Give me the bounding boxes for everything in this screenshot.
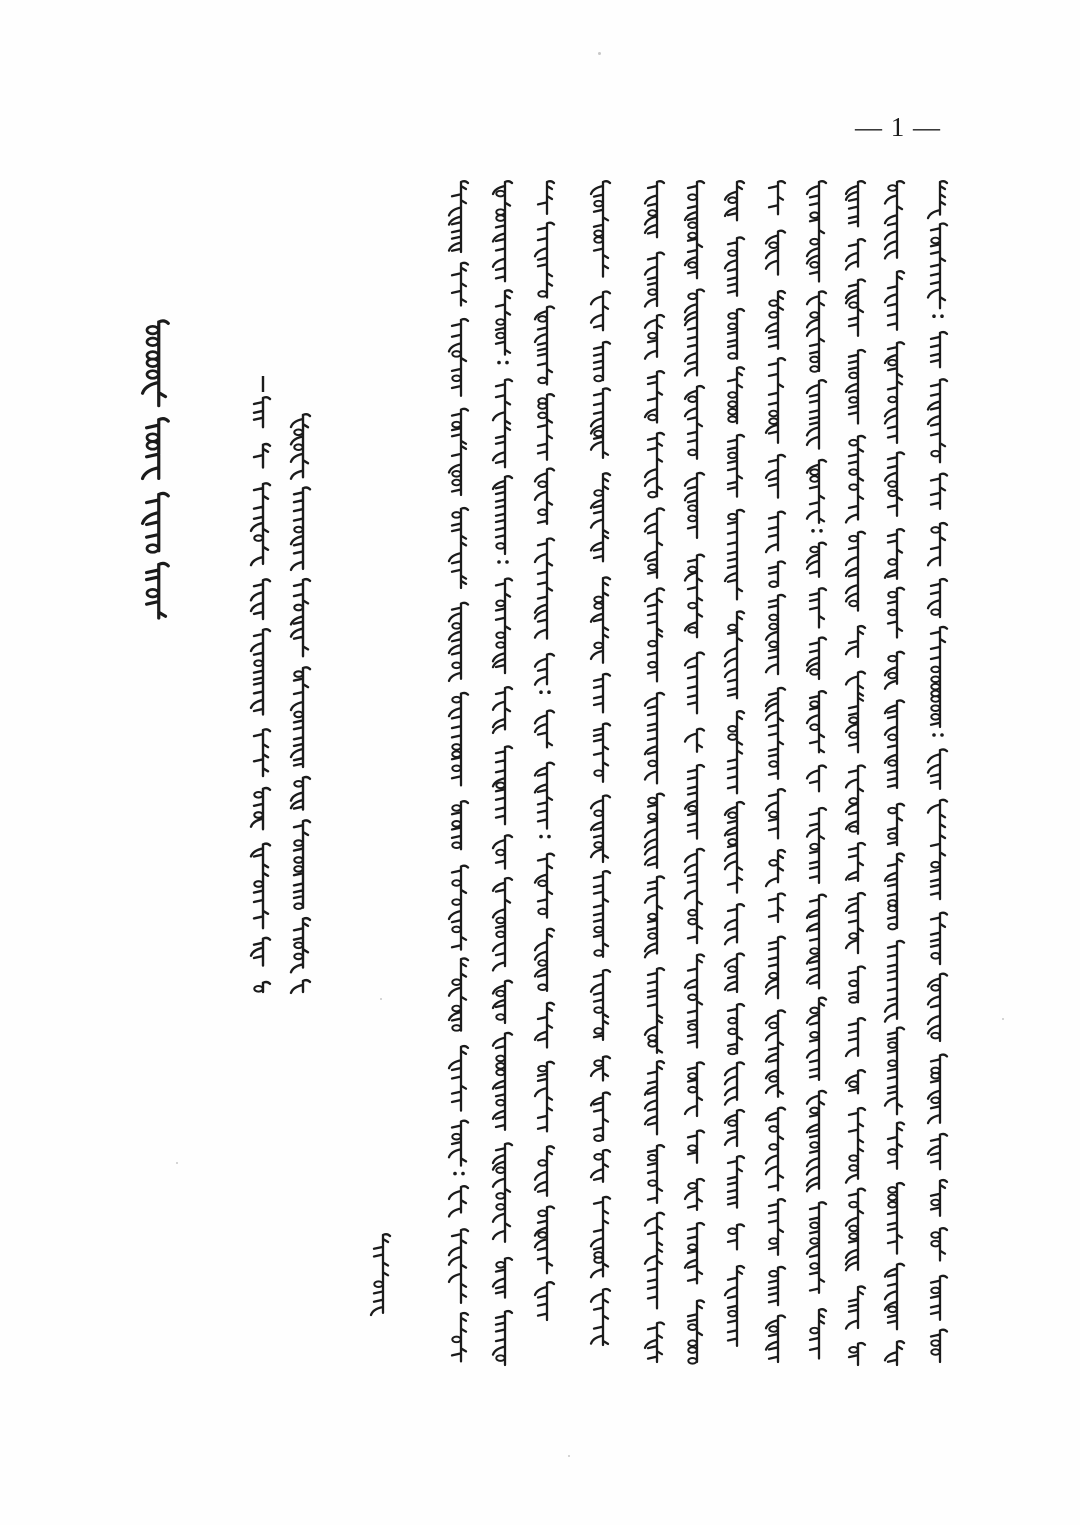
- script-word: [807, 460, 826, 523]
- script-word: [846, 436, 865, 523]
- script-word: [535, 223, 554, 298]
- script-word: [449, 1229, 468, 1303]
- script-word: [594, 342, 610, 381]
- script-word: [931, 1228, 947, 1260]
- punctuation-mark: [819, 529, 823, 533]
- script-word: [645, 1061, 664, 1134]
- script-word: [725, 510, 744, 600]
- script-word: [591, 970, 610, 1040]
- script-word: [645, 876, 664, 957]
- script-word: [291, 980, 310, 993]
- punctuation-mark: [505, 361, 509, 365]
- script-word: [769, 1199, 785, 1255]
- script-word: [846, 1070, 865, 1093]
- script-word: [645, 1213, 664, 1309]
- script-word: [449, 508, 468, 588]
- script-word: [645, 181, 664, 237]
- punctuation-mark: [932, 314, 936, 318]
- subtitle-line-1: [251, 376, 270, 992]
- script-word: [449, 1046, 468, 1111]
- script-word: [535, 711, 554, 748]
- script-word: [449, 866, 468, 950]
- script-word: [807, 638, 826, 679]
- body-line-2: [885, 181, 904, 1365]
- script-word: [594, 871, 610, 957]
- script-word: [535, 1207, 554, 1274]
- script-word: [449, 1121, 468, 1166]
- script-word: [766, 688, 785, 779]
- script-word: [251, 938, 270, 966]
- script-word: [769, 1267, 785, 1305]
- script-word: [846, 626, 865, 657]
- body-line-8: [645, 181, 664, 1362]
- script-word: [725, 802, 744, 892]
- script-word: [885, 1341, 904, 1365]
- script-word: [728, 1004, 744, 1054]
- script-word: [535, 763, 554, 829]
- script-word: [885, 342, 904, 443]
- page-number: — 1 —: [855, 112, 941, 142]
- script-word: [493, 579, 512, 673]
- script-word: [685, 1179, 704, 1210]
- script-word: [885, 700, 904, 788]
- body-line-9: [591, 181, 610, 1345]
- scan-speck: [176, 1162, 178, 1164]
- script-word: [493, 1143, 512, 1241]
- script-word: [807, 808, 826, 883]
- punctuation-mark: [453, 1172, 457, 1176]
- script-word: [493, 1311, 512, 1365]
- script-word: [928, 224, 947, 309]
- script-word: [725, 1266, 744, 1346]
- script-word: [766, 1108, 785, 1191]
- script-word: [807, 691, 826, 752]
- script-word: [251, 844, 270, 929]
- punctuation-mark: [547, 690, 551, 694]
- punctuation-mark: [497, 560, 501, 564]
- script-word: [766, 850, 785, 886]
- script-word: [928, 749, 947, 789]
- script-word: [645, 371, 664, 422]
- body-line-13: [371, 1234, 390, 1315]
- script-word: [928, 523, 947, 565]
- script-word: [254, 729, 270, 776]
- script-word: [452, 1313, 468, 1361]
- script-word: [143, 419, 169, 479]
- script-word: [291, 918, 310, 972]
- punctuation-mark: [505, 560, 509, 564]
- script-word: [846, 181, 865, 226]
- script-word: [535, 307, 554, 385]
- punctuation-mark: [461, 1172, 465, 1176]
- script-word: [291, 488, 310, 570]
- script-word: [766, 595, 785, 674]
- script-word: [254, 444, 270, 468]
- body-line-11: [493, 181, 512, 1365]
- script-word: [496, 290, 512, 354]
- script-word: [294, 820, 310, 909]
- script-word: [807, 543, 826, 577]
- script-word: [685, 729, 704, 752]
- script-word: [846, 893, 865, 953]
- script-word: [846, 280, 865, 336]
- script-word: [769, 181, 785, 214]
- script-word: [725, 237, 744, 295]
- script-word: [807, 291, 826, 371]
- script-word: [449, 409, 468, 495]
- body-line-3: [846, 181, 865, 1365]
- script-word: [449, 181, 468, 252]
- script-word: [143, 321, 169, 406]
- script-word: [645, 968, 664, 1053]
- script-word: [807, 1091, 826, 1191]
- script-word: [143, 493, 169, 552]
- script-word: [766, 789, 785, 838]
- script-word: [645, 1323, 664, 1363]
- script-word: [645, 588, 664, 681]
- body-line-12: [449, 181, 468, 1361]
- script-word: [928, 579, 947, 617]
- script-word: [449, 958, 468, 1030]
- script-word: [591, 577, 610, 662]
- script-word: [931, 1276, 947, 1320]
- script-word: [928, 379, 947, 462]
- scan-speck: [568, 1455, 570, 1457]
- script-word: [931, 474, 947, 509]
- script-word: [591, 292, 610, 331]
- script-word: [810, 588, 826, 627]
- script-word: [807, 380, 826, 448]
- script-word: [685, 181, 704, 278]
- punctuation-mark: [940, 314, 944, 318]
- body-line-1: [928, 181, 947, 1362]
- script-word: [766, 455, 785, 498]
- script-word: [645, 433, 664, 498]
- script-word: [888, 1183, 904, 1254]
- script-word: [885, 452, 904, 515]
- script-word: [931, 913, 947, 964]
- script-word: [591, 388, 610, 457]
- script-word: [493, 1258, 512, 1298]
- script-word: [449, 693, 468, 786]
- script-word: [888, 804, 904, 845]
- script-word: [685, 290, 704, 376]
- script-word: [645, 693, 664, 784]
- script-word: [291, 579, 310, 656]
- script-word: [885, 652, 904, 689]
- script-word: [493, 746, 512, 824]
- script-word: [849, 1343, 865, 1365]
- script-word: [591, 473, 610, 561]
- script-word: [846, 1189, 865, 1271]
- script-word: [769, 894, 785, 923]
- script-word: [810, 1309, 826, 1358]
- punctuation-mark: [811, 529, 815, 533]
- script-word: [688, 1131, 704, 1163]
- script-word: [846, 1286, 865, 1328]
- script-word: [685, 386, 704, 459]
- script-word: [846, 672, 865, 753]
- script-word: [885, 941, 904, 1022]
- script-word: [645, 508, 664, 577]
- script-word: [251, 629, 270, 714]
- script-word: [591, 796, 610, 863]
- script-word: [591, 1289, 610, 1345]
- scan-speck: [380, 998, 382, 1000]
- script-word: [885, 1028, 904, 1115]
- script-word: [846, 1108, 865, 1183]
- script-word: [807, 998, 826, 1080]
- punctuation-mark: [539, 690, 543, 694]
- script-word: [807, 181, 826, 281]
- script-word: [725, 904, 744, 944]
- script-word: [645, 315, 664, 359]
- script-word: [846, 766, 865, 834]
- script-word: [888, 1123, 904, 1169]
- script-word: [725, 181, 744, 220]
- body-line-7: [685, 181, 704, 1363]
- script-word: [928, 1055, 947, 1124]
- script-word: [725, 1110, 744, 1146]
- title-line: [143, 321, 169, 618]
- script-word: [254, 397, 270, 427]
- script-word: [728, 309, 744, 359]
- script-word: [452, 801, 468, 849]
- script-word: [885, 529, 904, 579]
- punctuation-mark: [539, 835, 543, 839]
- script-word: [846, 350, 865, 424]
- script-word: [685, 849, 704, 943]
- script-word: [645, 253, 664, 307]
- script-word: [728, 1156, 744, 1207]
- script-word: [538, 394, 554, 460]
- script-word: [849, 967, 865, 1003]
- script-word: [535, 854, 554, 918]
- script-word: [648, 1145, 664, 1203]
- script-word: [931, 1330, 947, 1362]
- script-word: [766, 358, 785, 443]
- script-word: [291, 414, 310, 479]
- script-word: [449, 603, 468, 681]
- script-word: [728, 1224, 744, 1249]
- script-word: [928, 974, 947, 1041]
- script-word: [254, 982, 270, 992]
- script-word: [594, 724, 610, 782]
- script-word: [535, 929, 554, 991]
- script-word: [685, 955, 704, 1048]
- script-word: [685, 473, 704, 538]
- script-word: [371, 1234, 390, 1315]
- script-word: [535, 654, 554, 685]
- script-word: [493, 1033, 512, 1130]
- script-word: [685, 555, 704, 638]
- subtitle-line-2: [291, 414, 310, 993]
- script-word: [291, 667, 310, 767]
- script-word: [291, 777, 310, 810]
- script-word: [766, 291, 785, 349]
- script-word: [493, 687, 512, 733]
- script-word: [685, 1062, 704, 1116]
- scan-speck: [1002, 1018, 1004, 1020]
- script-word: [449, 319, 468, 396]
- body-line-6: [725, 181, 744, 1346]
- script-word: [685, 1223, 704, 1283]
- script-word: [147, 563, 169, 618]
- script-word: [535, 1146, 554, 1196]
- script-word: [688, 1300, 704, 1363]
- script-word: [535, 1003, 554, 1048]
- script-word: [769, 562, 785, 588]
- script-word: [493, 181, 512, 281]
- script-word: [766, 937, 785, 999]
- script-word: [251, 483, 270, 565]
- script-word: [846, 239, 865, 269]
- script-word: [594, 674, 610, 713]
- body-line-4: [807, 181, 826, 1358]
- script-word: [728, 711, 744, 793]
- script-word: [535, 539, 554, 639]
- script-word: [725, 1062, 744, 1104]
- script-word: [885, 854, 904, 930]
- script-word: [885, 271, 904, 330]
- body-line-5: [766, 181, 785, 1362]
- body-line-10: [535, 181, 554, 1320]
- script-word: [931, 332, 947, 367]
- script-word: [766, 1316, 785, 1363]
- script-word: [591, 1197, 610, 1277]
- script-word: [452, 263, 468, 306]
- script-word: [493, 476, 512, 554]
- script-word: [591, 181, 610, 276]
- script-word: [725, 954, 744, 992]
- script-word: [728, 435, 744, 497]
- punctuation-mark: [940, 733, 944, 737]
- script-word: [728, 367, 744, 423]
- script-word: [807, 1202, 826, 1293]
- script-word: [928, 1134, 947, 1169]
- script-word: [591, 1056, 610, 1080]
- script-word: [846, 532, 865, 611]
- punctuation-mark: [497, 361, 501, 365]
- script-word: [931, 1180, 947, 1216]
- script-word: [725, 611, 744, 698]
- scan-speck: [598, 52, 601, 55]
- script-word: [928, 181, 947, 218]
- script-word: [251, 788, 270, 829]
- script-word: [931, 627, 947, 727]
- script-word: [807, 895, 826, 989]
- script-word: [846, 843, 865, 881]
- script-word: [685, 653, 704, 714]
- script-word: [493, 835, 512, 868]
- script-word: [538, 181, 554, 214]
- script-word: [493, 981, 512, 1023]
- script-word: [928, 800, 947, 899]
- script-word: [888, 588, 904, 638]
- script-word: [591, 1150, 610, 1182]
- script-word: [535, 1282, 554, 1320]
- script-word: [535, 1062, 554, 1132]
- script-word: [766, 512, 785, 552]
- script-word: [885, 1264, 904, 1329]
- script-word: [251, 579, 270, 619]
- punctuation-mark: [547, 835, 551, 839]
- script-word: [645, 794, 664, 868]
- punctuation-mark: [932, 733, 936, 737]
- script-word: [766, 1010, 785, 1096]
- script-word: [807, 766, 826, 792]
- script-word: [685, 765, 704, 839]
- script-word: [493, 878, 512, 970]
- script-word: [766, 231, 785, 275]
- script-word: [535, 469, 554, 524]
- script-word: [885, 181, 904, 258]
- script-word: [493, 379, 512, 467]
- script-word: [846, 1018, 865, 1056]
- script-word: [449, 1186, 468, 1216]
- script-word: [591, 1093, 610, 1141]
